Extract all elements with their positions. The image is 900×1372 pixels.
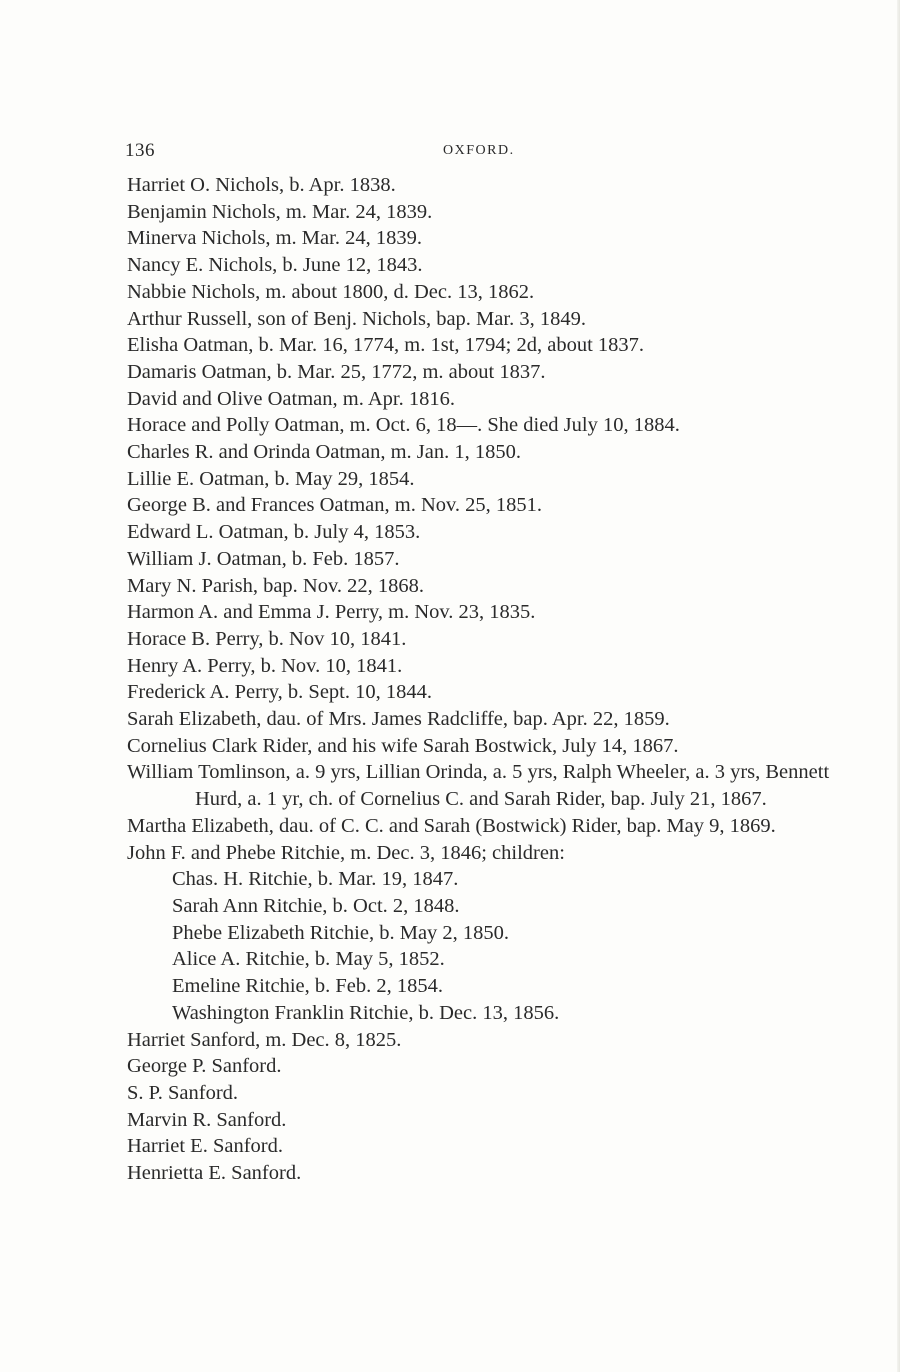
record-entry: Cornelius Clark Rider, and his wife Sarah Bostwick, July 14, 1867. <box>127 734 679 757</box>
record-entry: Harriet Sanford, m. Dec. 8, 1825. <box>127 1028 402 1051</box>
child-entry: Washington Franklin Ritchie, b. Dec. 13, 1856. <box>172 1001 560 1024</box>
record-entry: Arthur Russell, son of Benj. Nichols, bap. Mar. 3, 1849. <box>127 307 586 330</box>
record-entry: William Tomlinson, a. 9 yrs, Lillian Orinda, a. 5 yrs, Ralph Wheeler, a. 3 yrs, Bennett Hurd, a. 1 yr, ch. of Cornelius C. and Sarah Rider, bap. July 21, 1867. <box>127 761 830 811</box>
record-entry: Nancy E. Nichols, b. June 12, 1843. <box>127 254 423 277</box>
record-entry: Benjamin Nichols, m. Mar. 24, 1839. <box>127 200 433 223</box>
child-entry: Alice A. Ritchie, b. May 5, 1852. <box>172 948 445 971</box>
child-entry: Phebe Elizabeth Ritchie, b. May 2, 1850. <box>172 921 510 944</box>
record-entry: Frederick A. Perry, b. Sept. 10, 1844. <box>127 681 432 704</box>
record-entry: Edward L. Oatman, b. July 4, 1853. <box>127 521 421 544</box>
record-entry: Charles R. and Orinda Oatman, m. Jan. 1, 1850. <box>127 441 521 464</box>
record-entry: Harmon A. and Emma J. Perry, m. Nov. 23, 1835. <box>127 601 536 624</box>
record-entry: Martha Elizabeth, dau. of C. C. and Sarah (Bostwick) Rider, bap. May 9, 1869. <box>127 814 776 837</box>
record-entry: Sarah Elizabeth, dau. of Mrs. James Radcliffe, bap. Apr. 22, 1859. <box>127 708 670 731</box>
record-entry: Harriet O. Nichols, b. Apr. 1838. <box>127 174 396 196</box>
record-entry: Damaris Oatman, b. Mar. 25, 1772, m. about 1837. <box>127 360 546 383</box>
record-entry: Elisha Oatman, b. Mar. 16, 1774, m. 1st, 1794; 2d, about 1837. <box>127 334 645 357</box>
record-entry: Harriet E. Sanford. <box>127 1135 283 1158</box>
record-entry: Minerva Nichols, m. Mar. 24, 1839. <box>127 227 422 250</box>
record-entry: Mary N. Parish, bap. Nov. 22, 1868. <box>127 574 425 597</box>
record-entry: John F. and Phebe Ritchie, m. Dec. 3, 1846; children: <box>127 841 565 864</box>
running-head: OXFORD. <box>443 143 515 158</box>
record-entry: Henrietta E. Sanford. <box>127 1162 302 1185</box>
record-entry: S. P. Sanford. <box>127 1081 239 1104</box>
record-entry: Nabbie Nichols, m. about 1800, d. Dec. 13, 1862. <box>127 280 535 303</box>
record-entry: Horace and Polly Oatman, m. Oct. 6, 18—. She died July 10, 1884. <box>127 414 680 437</box>
record-entry: George B. and Frances Oatman, m. Nov. 25, 1851. <box>127 494 543 517</box>
child-entry: Chas. H. Ritchie, b. Mar. 19, 1847. <box>172 868 459 891</box>
child-entry: Emeline Ritchie, b. Feb. 2, 1854. <box>172 975 444 998</box>
record-entry: Henry A. Perry, b. Nov. 10, 1841. <box>127 654 403 677</box>
record-entry: Marvin R. Sanford. <box>127 1108 287 1131</box>
record-entry: Horace B. Perry, b. Nov 10, 1841. <box>127 627 407 650</box>
record-entry: David and Olive Oatman, m. Apr. 1816. <box>127 387 455 410</box>
record-entry: William J. Oatman, b. Feb. 1857. <box>127 547 400 570</box>
record-list <box>127 172 847 1187</box>
record-entry: George P. Sanford. <box>127 1055 282 1078</box>
page-number: 136 <box>125 140 155 161</box>
page-header <box>125 140 545 166</box>
record-entry: Lillie E. Oatman, b. May 29, 1854. <box>127 467 415 490</box>
child-entry: Sarah Ann Ritchie, b. Oct. 2, 1848. <box>172 894 460 917</box>
